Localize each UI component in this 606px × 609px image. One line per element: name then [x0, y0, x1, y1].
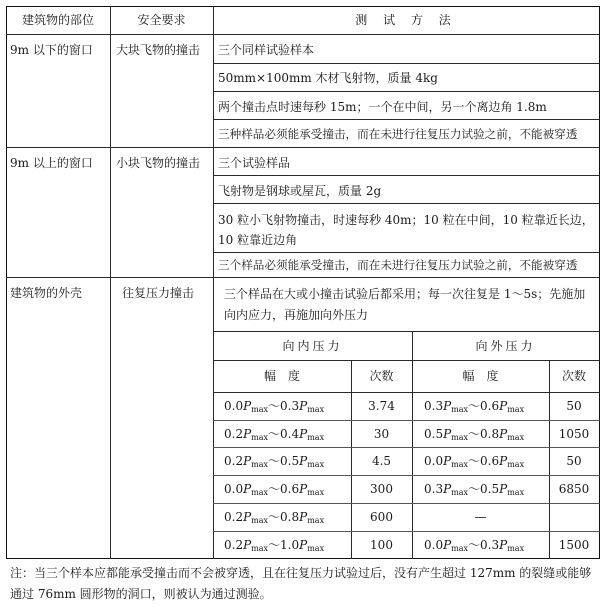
- inward-count-cell: 30: [373, 426, 390, 441]
- pressure-row-divider: [213, 503, 600, 504]
- pressure-header-divider: [213, 392, 600, 393]
- row1-subdivider-3: [213, 119, 600, 120]
- outward-pressure-title: 向外压力: [475, 339, 536, 353]
- pressure-title-divider: [213, 360, 600, 361]
- inward-amplitude-cell: $0.0P_{max}\sim 0.6P_{max}$: [224, 482, 325, 498]
- header-divider: [6, 34, 600, 35]
- table-border-right: [599, 6, 600, 559]
- row-divider-2: [6, 277, 600, 278]
- table-border-left: [6, 6, 7, 559]
- inward-amplitude-cell: $0.0P_{max}\sim 0.3P_{max}$: [224, 399, 325, 414]
- pressure-row-divider: [213, 420, 600, 421]
- inward-count-cell: 4.5: [371, 454, 392, 469]
- test-methods-table: [6, 6, 600, 559]
- inward-pressure-title: 向内压力: [282, 339, 343, 353]
- inward-count-cell: 3.74: [368, 399, 395, 413]
- row2-line4: 三个样品必须能承受撞击，而在未进行往复压力试验之前，不能被穿透: [218, 258, 578, 272]
- table-border-bottom: [6, 558, 600, 559]
- inward-count-header: 次数: [369, 369, 394, 383]
- row2-subdivider-1: [213, 175, 600, 176]
- outward-count-cell: 1500: [558, 537, 590, 552]
- pressure-row-divider: [213, 531, 600, 532]
- outward-amplitude-cell: $0.3P_{max}\sim 0.6P_{max}$: [424, 399, 525, 414]
- row2-requirement: 小块飞物的撞击: [116, 156, 201, 170]
- outward-amplitude-cell: $0.0P_{max}\sim 0.3P_{max}$: [424, 537, 525, 553]
- outward-count-header: 次数: [561, 369, 586, 383]
- table-border-top: [6, 6, 600, 7]
- row1-line2: 50mm×100mm 木材飞射物，质量 4kg: [218, 71, 438, 85]
- inward-count-cell: 100: [370, 537, 393, 552]
- row1-subdivider-1: [213, 63, 600, 64]
- inward-count-cell: 300: [370, 482, 393, 497]
- row1-location: 9m 以下的窗口: [10, 43, 93, 57]
- outward-amplitude-cell: —: [474, 509, 487, 524]
- outward-amplitude-cell: $0.0P_{max}\sim 0.6P_{max}$: [424, 454, 525, 470]
- row1-line3: 两个撞击点时速每秒 15m；一个在中间，另一个离边角 1.8m: [218, 100, 547, 114]
- outward-amplitude-cell: $0.5P_{max}\sim 0.8P_{max}$: [424, 426, 525, 442]
- outward-count-cell: 50: [566, 454, 582, 469]
- inward-count-cell: 600: [370, 509, 393, 524]
- pressure-center-divider: [412, 331, 413, 559]
- row3-requirement: 往复压力撞击: [122, 286, 195, 300]
- row2-location: 9m 以上的窗口: [10, 156, 93, 170]
- inward-amplitude-cell: $0.2P_{max}\sim 0.8P_{max}$: [224, 509, 325, 525]
- inward-amplitude-cell: $0.2P_{max}\sim 1.0P_{max}$: [224, 537, 325, 553]
- inward-amplitude-cell: $0.2P_{max}\sim 0.4P_{max}$: [224, 426, 325, 442]
- pressure-row-divider: [213, 447, 600, 448]
- row1-line4: 三种样品必须能承受撞击，而在未进行往复压力试验之前，不能被穿透: [218, 127, 578, 141]
- row-divider-1: [6, 147, 600, 148]
- outward-count-cell: 6850: [558, 482, 590, 497]
- pressure-table-top: [213, 331, 600, 332]
- header-requirement: 安全要求: [137, 13, 186, 27]
- row1-line1: 三个同样试验样本: [218, 43, 315, 57]
- inward-amplitude-cell: $0.2P_{max}\sim 0.5P_{max}$: [224, 454, 325, 470]
- footnote: 注：当三个样本应都能承受撞击而不会被穿透，且在往复压力试验过后，没有产生超过 127mm 的裂缝或能够通过 76mm 圆形物的洞口，则被认为通过测验。: [10, 566, 592, 601]
- outward-amplitude-header: 幅 度: [462, 369, 499, 383]
- row2-subdivider-2: [213, 203, 600, 204]
- header-location: 建筑物的部位: [21, 13, 94, 27]
- column-divider-1: [110, 6, 111, 559]
- row1-requirement: 大块飞物的撞击: [116, 43, 201, 57]
- outward-count-cell: 50: [566, 399, 582, 413]
- header-method: 测 试 方 法: [355, 13, 457, 27]
- column-divider-2: [213, 6, 214, 559]
- outward-count-cell: 1050: [558, 426, 590, 441]
- inward-amplitude-header: 幅 度: [263, 369, 300, 383]
- row3-location: 建筑物的外壳: [10, 286, 83, 300]
- row2-line3: 30 粒小飞射物撞击，时速每秒 40m；10 粒在中间，10 粒靠近长边，10 粒靠近边角: [218, 213, 594, 247]
- row2-line1: 三个试验样品: [218, 156, 291, 170]
- row3-description: 三个样品在大或小撞击试验后都采用；每一次往复是 1～5s；先施加向内应力，再施加向外压力: [224, 287, 586, 322]
- outward-amplitude-cell: $0.3P_{max}\sim 0.5P_{max}$: [424, 482, 525, 498]
- row2-line2: 飞射物是钢球或屋瓦，质量 2g: [218, 184, 382, 198]
- row1-subdivider-2: [213, 91, 600, 92]
- pressure-row-divider: [213, 475, 600, 476]
- row2-subdivider-3: [213, 252, 600, 253]
